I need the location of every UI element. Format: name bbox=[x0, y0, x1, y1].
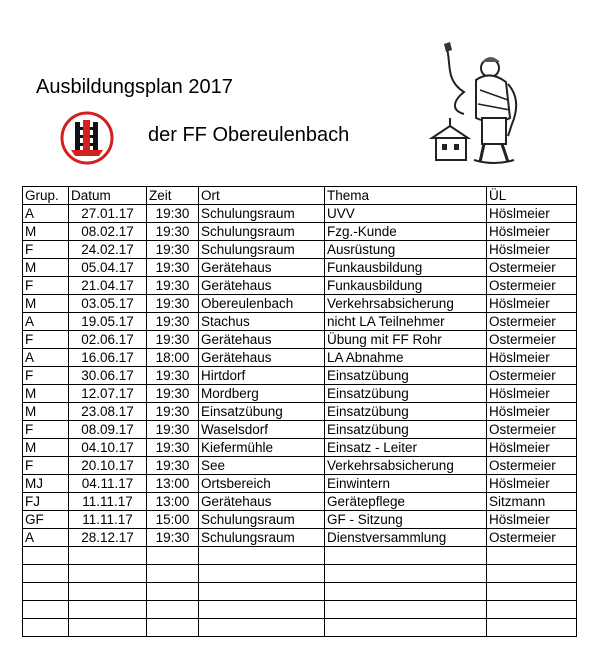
cell-location: Schulungsraum bbox=[199, 223, 325, 241]
cell-date: 21.04.17 bbox=[69, 277, 147, 295]
cell-group: F bbox=[23, 367, 69, 385]
cell-group: M bbox=[23, 385, 69, 403]
cell-group: M bbox=[23, 223, 69, 241]
cell-date: 19.05.17 bbox=[69, 313, 147, 331]
cell-group: GF bbox=[23, 511, 69, 529]
table-row bbox=[23, 493, 577, 511]
cell-group: A bbox=[23, 529, 69, 547]
cell-date: 27.01.17 bbox=[69, 205, 147, 223]
cell-time: 19:30 bbox=[147, 277, 199, 295]
cell-group: FJ bbox=[23, 493, 69, 511]
table-row bbox=[23, 385, 577, 403]
table-row bbox=[23, 241, 577, 259]
cell-date: 04.10.17 bbox=[69, 439, 147, 457]
cell-topic: Einsatzübung bbox=[325, 421, 487, 439]
cell-time: 18:00 bbox=[147, 349, 199, 367]
cell-group: M bbox=[23, 259, 69, 277]
cell-date: 08.09.17 bbox=[69, 421, 147, 439]
cell-time bbox=[147, 601, 199, 619]
cell-group bbox=[23, 619, 69, 637]
cell-location: Schulungsraum bbox=[199, 205, 325, 223]
column-header-topic: Thema bbox=[325, 187, 487, 205]
cell-group bbox=[23, 565, 69, 583]
cell-location: Gerätehaus bbox=[199, 349, 325, 367]
empty-table-row bbox=[23, 547, 577, 565]
cell-location: Stachus bbox=[199, 313, 325, 331]
empty-table-row bbox=[23, 619, 577, 637]
cell-group: F bbox=[23, 331, 69, 349]
page-subtitle: der FF Obereulenbach bbox=[148, 124, 350, 146]
column-header-location: Ort bbox=[199, 187, 325, 205]
cell-topic bbox=[325, 547, 487, 565]
cell-date: 16.06.17 bbox=[69, 349, 147, 367]
cell-time: 19:30 bbox=[147, 385, 199, 403]
cell-date bbox=[69, 565, 147, 583]
page-title: Ausbildungsplan 2017 bbox=[36, 76, 233, 98]
cell-date: 12.07.17 bbox=[69, 385, 147, 403]
cell-instructor bbox=[487, 547, 577, 565]
cell-date bbox=[69, 583, 147, 601]
table-header-row bbox=[23, 187, 577, 205]
table-row bbox=[23, 403, 577, 421]
cell-time: 19:30 bbox=[147, 259, 199, 277]
cell-time: 19:30 bbox=[147, 403, 199, 421]
cell-time: 19:30 bbox=[147, 295, 199, 313]
cell-location: Obereulenbach bbox=[199, 295, 325, 313]
table-row bbox=[23, 205, 577, 223]
cell-time: 13:00 bbox=[147, 493, 199, 511]
cell-instructor bbox=[487, 583, 577, 601]
cell-topic bbox=[325, 601, 487, 619]
cell-group bbox=[23, 583, 69, 601]
cell-date: 08.02.17 bbox=[69, 223, 147, 241]
table-row bbox=[23, 259, 577, 277]
cell-topic: Verkehrsabsicherung bbox=[325, 457, 487, 475]
empty-table-row bbox=[23, 601, 577, 619]
cell-group: M bbox=[23, 403, 69, 421]
cell-group: F bbox=[23, 277, 69, 295]
cell-date bbox=[69, 619, 147, 637]
table-row bbox=[23, 421, 577, 439]
column-header-group: Grup. bbox=[23, 187, 69, 205]
cell-group: M bbox=[23, 439, 69, 457]
cell-location: Mordberg bbox=[199, 385, 325, 403]
cell-location: Hirtdorf bbox=[199, 367, 325, 385]
cell-time: 19:30 bbox=[147, 223, 199, 241]
cell-instructor: Ostermeier bbox=[487, 529, 577, 547]
cell-location: Gerätehaus bbox=[199, 259, 325, 277]
cell-topic: Übung mit FF Rohr bbox=[325, 331, 487, 349]
cell-instructor: Ostermeier bbox=[487, 367, 577, 385]
table-row bbox=[23, 223, 577, 241]
cell-instructor: Sitzmann bbox=[487, 493, 577, 511]
cell-group: F bbox=[23, 457, 69, 475]
fire-brigade-emblem-icon bbox=[59, 110, 115, 166]
cell-date: 28.12.17 bbox=[69, 529, 147, 547]
empty-table-row bbox=[23, 583, 577, 601]
cell-instructor: Höslmeier bbox=[487, 511, 577, 529]
cell-topic: Dienstversammlung bbox=[325, 529, 487, 547]
cell-topic: UVV bbox=[325, 205, 487, 223]
column-header-time: Zeit bbox=[147, 187, 199, 205]
cell-instructor: Ostermeier bbox=[487, 331, 577, 349]
cell-instructor bbox=[487, 619, 577, 637]
cell-location bbox=[199, 619, 325, 637]
cell-instructor: Ostermeier bbox=[487, 313, 577, 331]
cell-group: A bbox=[23, 205, 69, 223]
cell-location: Einsatzübung bbox=[199, 403, 325, 421]
cell-date: 11.11.17 bbox=[69, 493, 147, 511]
cell-location: Schulungsraum bbox=[199, 529, 325, 547]
cell-time bbox=[147, 583, 199, 601]
cell-time: 19:30 bbox=[147, 367, 199, 385]
cell-time bbox=[147, 547, 199, 565]
cell-instructor bbox=[487, 601, 577, 619]
empty-table-row bbox=[23, 565, 577, 583]
cell-topic: LA Abnahme bbox=[325, 349, 487, 367]
cell-topic: Einsatz - Leiter bbox=[325, 439, 487, 457]
cell-instructor bbox=[487, 565, 577, 583]
cell-group bbox=[23, 601, 69, 619]
cell-instructor: Höslmeier bbox=[487, 205, 577, 223]
cell-topic: Einsatzübung bbox=[325, 403, 487, 421]
cell-location bbox=[199, 565, 325, 583]
table-row bbox=[23, 475, 577, 493]
cell-instructor: Höslmeier bbox=[487, 349, 577, 367]
cell-group bbox=[23, 547, 69, 565]
cell-time: 15:00 bbox=[147, 511, 199, 529]
cell-group: MJ bbox=[23, 475, 69, 493]
cell-date: 05.04.17 bbox=[69, 259, 147, 277]
table-row bbox=[23, 439, 577, 457]
cell-location: Gerätehaus bbox=[199, 493, 325, 511]
cell-instructor: Höslmeier bbox=[487, 403, 577, 421]
cell-topic: Einwintern bbox=[325, 475, 487, 493]
cell-instructor: Ostermeier bbox=[487, 259, 577, 277]
cell-date: 04.11.17 bbox=[69, 475, 147, 493]
cell-date bbox=[69, 601, 147, 619]
cell-topic: GF - Sitzung bbox=[325, 511, 487, 529]
cell-instructor: Höslmeier bbox=[487, 223, 577, 241]
cell-date bbox=[69, 547, 147, 565]
table-row bbox=[23, 295, 577, 313]
cell-date: 03.05.17 bbox=[69, 295, 147, 313]
cell-time: 19:30 bbox=[147, 205, 199, 223]
cell-topic: nicht LA Teilnehmer bbox=[325, 313, 487, 331]
cell-instructor: Höslmeier bbox=[487, 295, 577, 313]
cell-time: 19:30 bbox=[147, 529, 199, 547]
cell-location: Waselsdorf bbox=[199, 421, 325, 439]
table-row bbox=[23, 529, 577, 547]
table-row bbox=[23, 457, 577, 475]
cell-topic: Ausrüstung bbox=[325, 241, 487, 259]
saint-florian-illustration bbox=[424, 40, 528, 170]
cell-topic bbox=[325, 565, 487, 583]
cell-instructor: Höslmeier bbox=[487, 439, 577, 457]
cell-instructor: Höslmeier bbox=[487, 475, 577, 493]
cell-topic: Fzg.-Kunde bbox=[325, 223, 487, 241]
table-row bbox=[23, 313, 577, 331]
cell-time: 19:30 bbox=[147, 313, 199, 331]
cell-group: F bbox=[23, 421, 69, 439]
column-header-instructor: ÜL bbox=[487, 187, 577, 205]
cell-group: A bbox=[23, 313, 69, 331]
cell-date: 30.06.17 bbox=[69, 367, 147, 385]
cell-location bbox=[199, 601, 325, 619]
cell-location bbox=[199, 547, 325, 565]
cell-instructor: Ostermeier bbox=[487, 277, 577, 295]
cell-location: Ortsbereich bbox=[199, 475, 325, 493]
cell-date: 23.08.17 bbox=[69, 403, 147, 421]
cell-time bbox=[147, 619, 199, 637]
column-header-date: Datum bbox=[69, 187, 147, 205]
cell-time: 19:30 bbox=[147, 331, 199, 349]
cell-instructor: Höslmeier bbox=[487, 385, 577, 403]
table-row bbox=[23, 331, 577, 349]
table-row bbox=[23, 511, 577, 529]
cell-topic: Einsatzübung bbox=[325, 367, 487, 385]
cell-instructor: Ostermeier bbox=[487, 421, 577, 439]
cell-location: Schulungsraum bbox=[199, 241, 325, 259]
cell-topic: Gerätepflege bbox=[325, 493, 487, 511]
cell-topic: Funkausbildung bbox=[325, 259, 487, 277]
cell-time: 19:30 bbox=[147, 421, 199, 439]
cell-topic: Einsatzübung bbox=[325, 385, 487, 403]
cell-time: 19:30 bbox=[147, 457, 199, 475]
cell-date: 11.11.17 bbox=[69, 511, 147, 529]
cell-location: Kiefermühle bbox=[199, 439, 325, 457]
cell-location: Gerätehaus bbox=[199, 331, 325, 349]
cell-location: Gerätehaus bbox=[199, 277, 325, 295]
cell-date: 20.10.17 bbox=[69, 457, 147, 475]
cell-date: 24.02.17 bbox=[69, 241, 147, 259]
cell-date: 02.06.17 bbox=[69, 331, 147, 349]
training-schedule-table bbox=[22, 186, 577, 637]
table-row bbox=[23, 349, 577, 367]
cell-instructor: Höslmeier bbox=[487, 241, 577, 259]
cell-location bbox=[199, 583, 325, 601]
cell-topic bbox=[325, 619, 487, 637]
cell-topic: Funkausbildung bbox=[325, 277, 487, 295]
cell-location: See bbox=[199, 457, 325, 475]
cell-group: F bbox=[23, 241, 69, 259]
cell-topic bbox=[325, 583, 487, 601]
table-row bbox=[23, 277, 577, 295]
cell-time: 19:30 bbox=[147, 439, 199, 457]
cell-location: Schulungsraum bbox=[199, 511, 325, 529]
cell-topic: Verkehrsabsicherung bbox=[325, 295, 487, 313]
cell-time: 19:30 bbox=[147, 241, 199, 259]
cell-time: 13:00 bbox=[147, 475, 199, 493]
cell-group: M bbox=[23, 295, 69, 313]
table-row bbox=[23, 367, 577, 385]
cell-time bbox=[147, 565, 199, 583]
cell-group: A bbox=[23, 349, 69, 367]
table-body bbox=[23, 205, 577, 637]
cell-instructor: Ostermeier bbox=[487, 457, 577, 475]
